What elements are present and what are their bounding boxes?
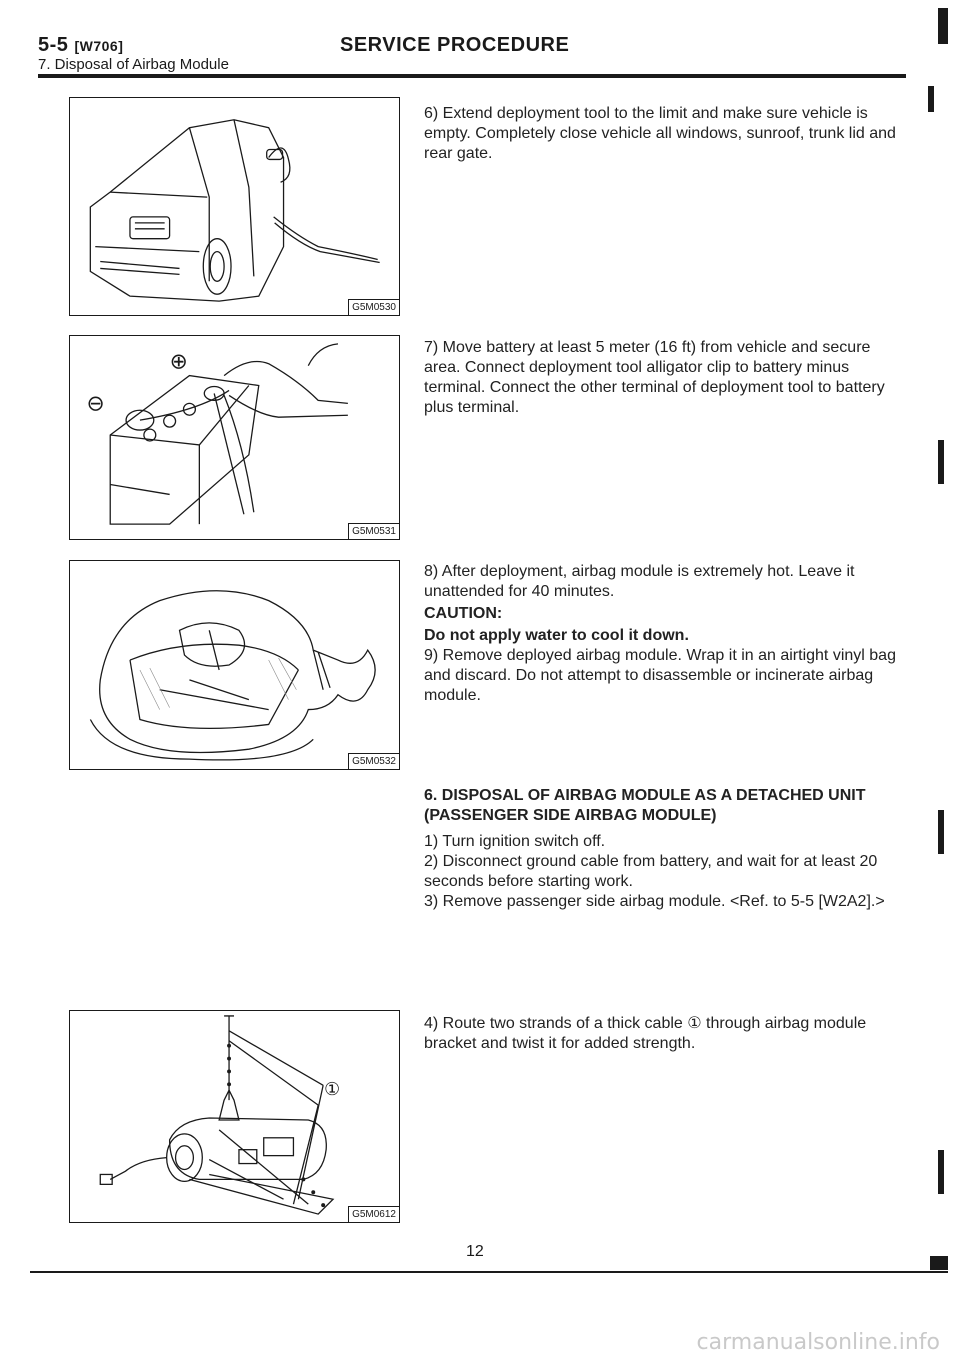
figure-id: G5M0532	[348, 753, 399, 769]
figure-battery	[69, 335, 400, 540]
page-title: SERVICE PROCEDURE	[340, 34, 570, 56]
airbag-module-cable-icon	[70, 1011, 399, 1222]
cable-callout-label: ①	[324, 1079, 341, 1101]
section-6-step-2: 2) Disconnect ground cable from battery, and wait for at least 20 seconds before starting work.	[424, 853, 878, 890]
page-subtitle: 7. Disposal of Airbag Module	[38, 56, 229, 73]
figure-airbag-module-cable	[69, 1010, 400, 1223]
binding-mark	[938, 1150, 944, 1194]
binding-mark	[938, 440, 944, 484]
section-6-block	[424, 786, 908, 912]
binding-mark	[938, 810, 944, 854]
step-7-text: 7) Move battery at least 5 meter (16 ft) from vehicle and secure area. Connect deployment tool alligator clip to battery minus terminal. Connect the other terminal of deployment tool to battery plus terminal.	[424, 339, 885, 416]
figure-id: G5M0530	[348, 299, 399, 315]
step-7-block	[424, 338, 908, 418]
binding-mark	[928, 86, 934, 112]
section-6-step-4: 4) Route two strands of a thick cable ① through airbag module bracket and twist it for added strength.	[424, 1015, 867, 1052]
section-6-step-1: 1) Turn ignition switch off.	[424, 833, 606, 850]
step-6-block	[424, 104, 908, 164]
caution-label: CAUTION:	[424, 605, 503, 622]
negative-terminal-label: ⊖	[86, 391, 105, 417]
battery-terminals-icon	[70, 336, 399, 539]
caution-text: Do not apply water to cool it down.	[424, 627, 689, 644]
figure-car-deployment	[69, 97, 400, 316]
step-8-text: 8) After deployment, airbag module is extremely hot. Leave it unattended for 40 minutes.	[424, 563, 855, 600]
section-number: 5-5	[38, 34, 69, 56]
watermark: carmanualsonline.info	[696, 1330, 940, 1355]
section-code	[38, 34, 123, 57]
figure-airbag-bag	[69, 560, 400, 770]
page-number: 12	[466, 1243, 484, 1260]
binding-mark	[938, 8, 948, 44]
section-6-step-3: 3) Remove passenger side airbag module. <Ref. to 5-5 [W2A2].>	[424, 893, 885, 910]
step-8-9-block	[424, 562, 908, 706]
step-6-text: 6) Extend deployment tool to the limit and make sure vehicle is empty. Completely close vehicle all windows, sunroof, trunk lid and rear gate.	[424, 105, 896, 162]
header-rule	[38, 74, 906, 78]
section-reference: [W706]	[74, 38, 124, 54]
binding-mark	[930, 1256, 948, 1270]
section-6-step-4-block	[424, 1014, 908, 1054]
figure-id: G5M0612	[348, 1206, 399, 1222]
car-with-deployment-tool-icon	[70, 98, 399, 315]
footer-rule	[30, 1271, 948, 1273]
airbag-in-vinyl-bag-icon	[70, 561, 399, 769]
section-6-title: 6. DISPOSAL OF AIRBAG MODULE AS A DETACHED UNIT (PASSENGER SIDE AIRBAG MODULE)	[424, 787, 866, 824]
positive-terminal-label: ⊕	[169, 349, 188, 375]
figure-id: G5M0531	[348, 523, 399, 539]
step-9-text: 9) Remove deployed airbag module. Wrap it in an airtight vinyl bag and discard. Do not attempt to disassemble or incinerate airbag module.	[424, 647, 896, 704]
